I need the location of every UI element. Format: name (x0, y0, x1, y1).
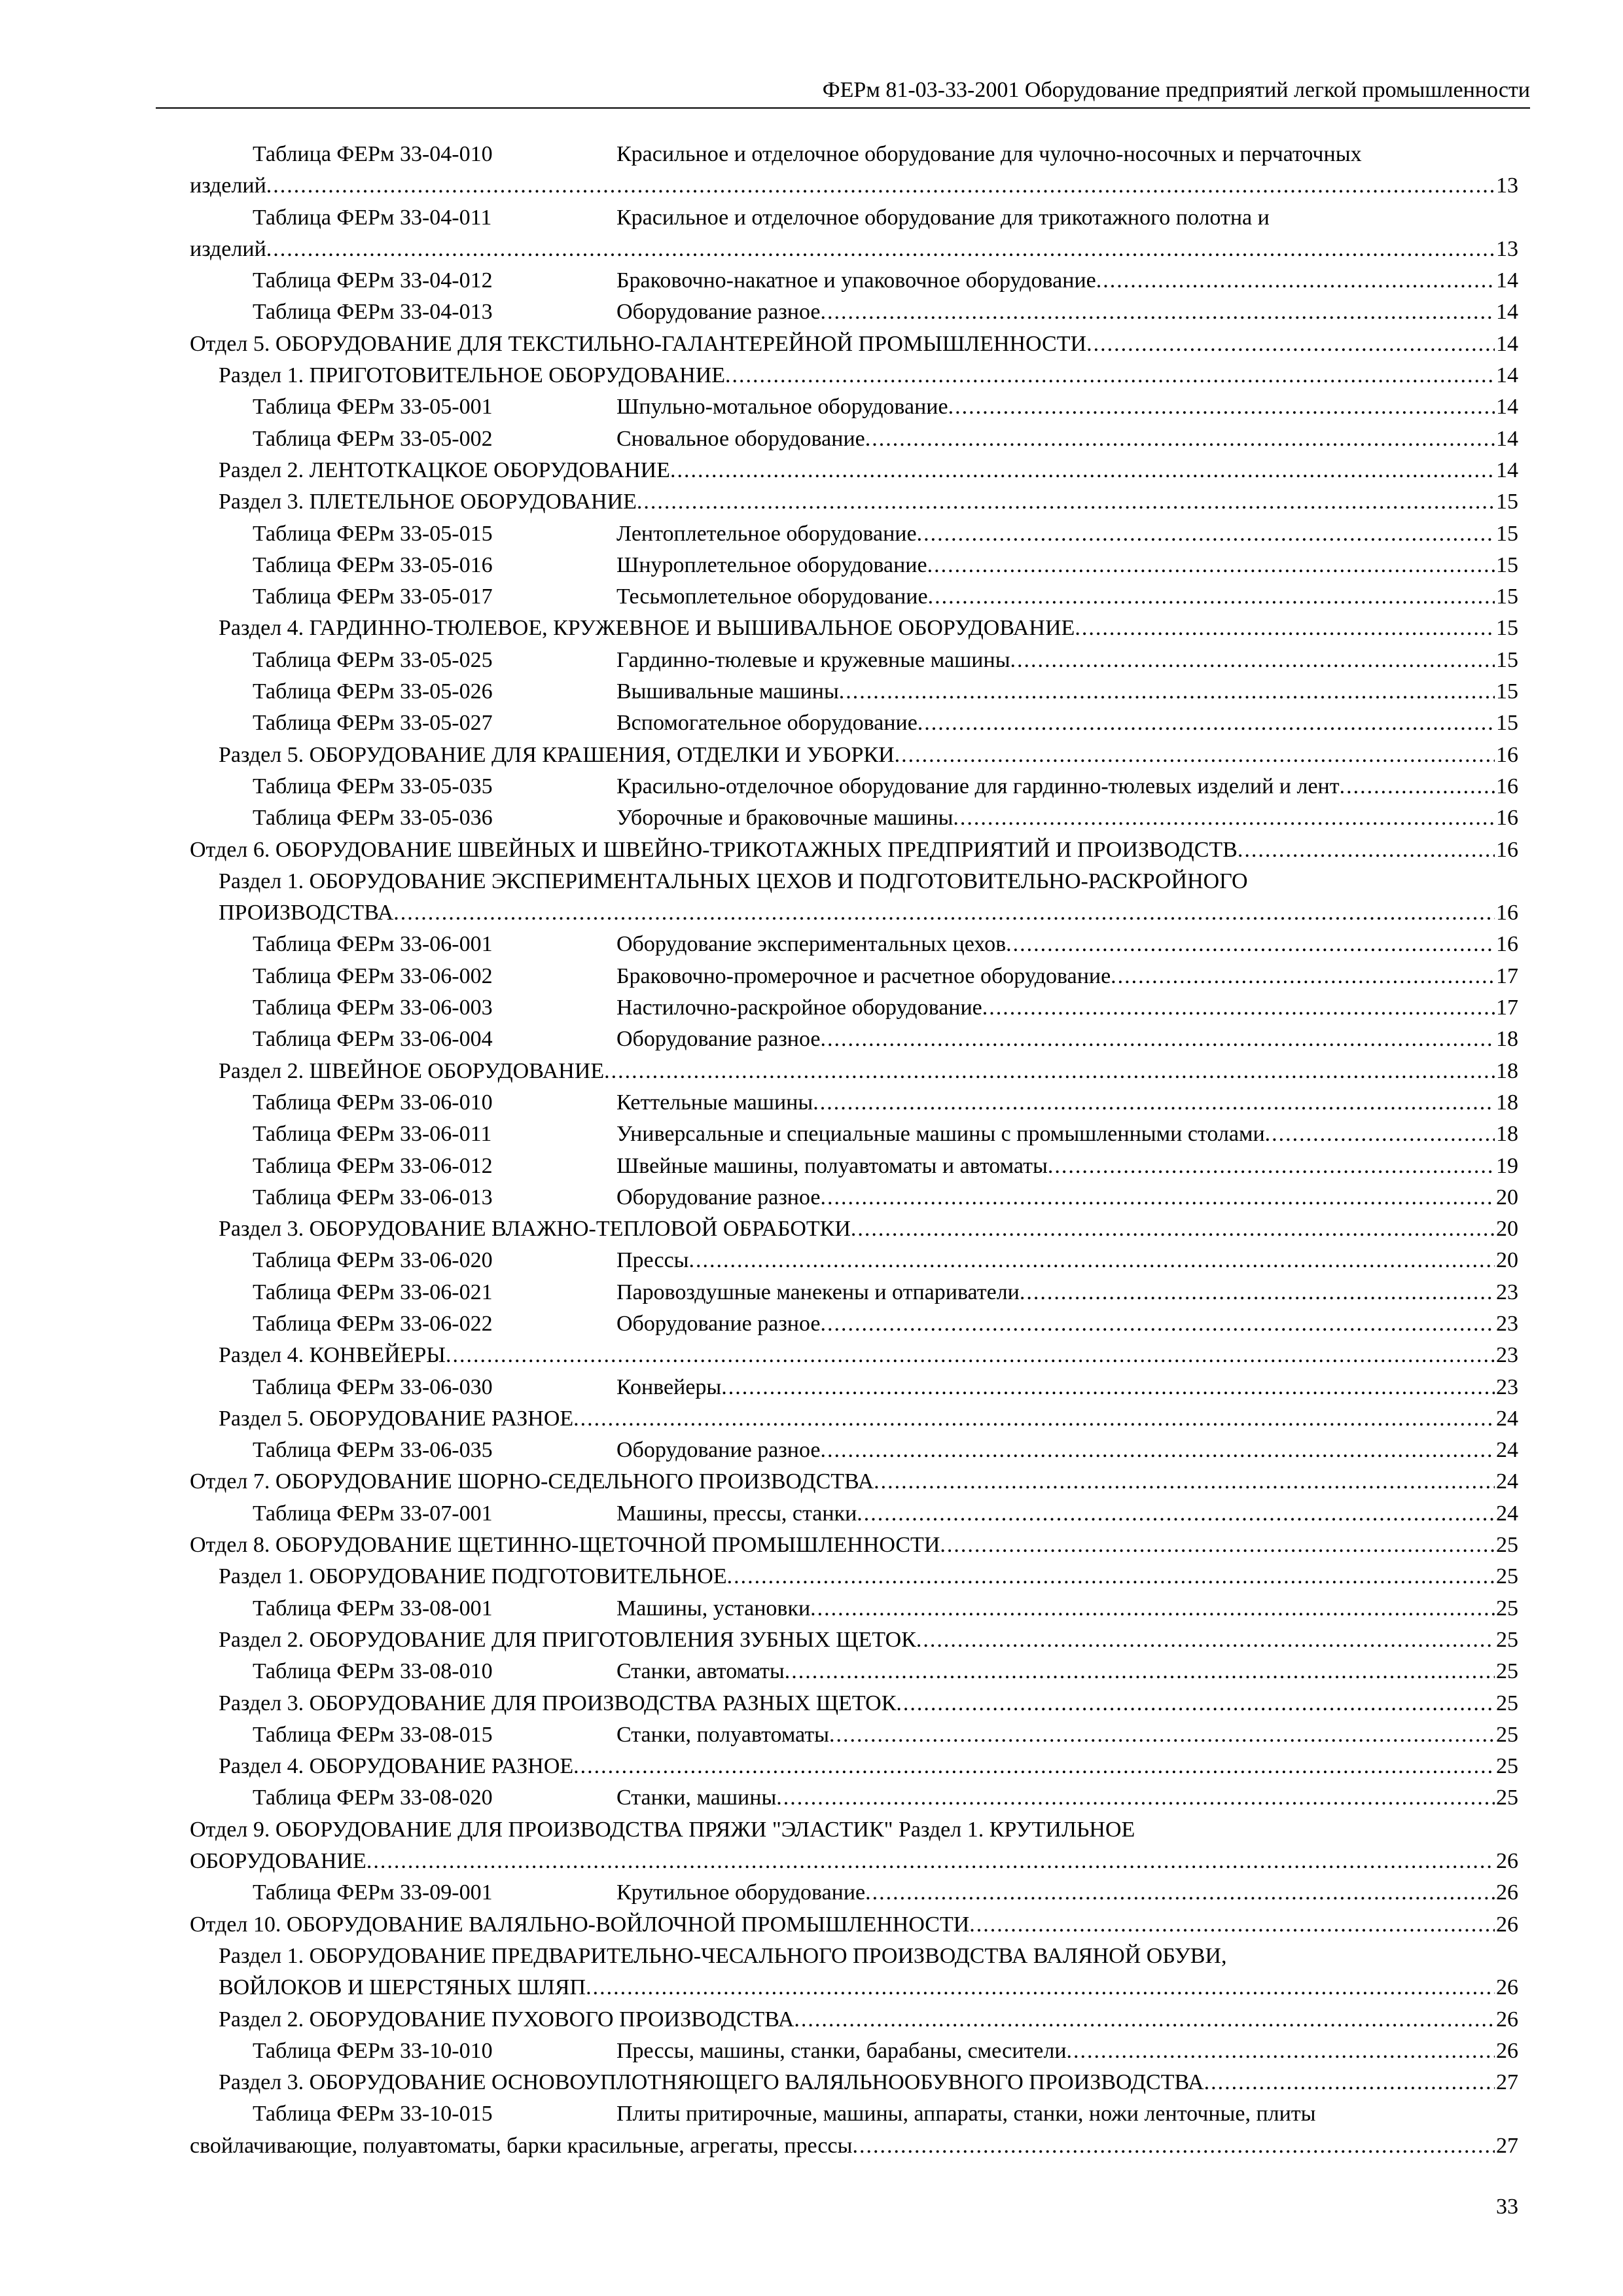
toc-entry-title-continued: свойлачивающие, полуавтоматы, барки красильные, агрегаты, прессы (190, 2133, 853, 2158)
toc-entry-title: Раздел 3. ОБОРУДОВАНИЕ ВЛАЖНО-ТЕПЛОВОЙ ОБРАБОТКИ (219, 1217, 851, 1242)
toc-table-entry[interactable] (190, 1877, 1518, 1909)
toc-table-code: Таблица ФЕРм 33-10-015 (253, 2102, 493, 2126)
toc-table-code: Таблица ФЕРм 33-10-010 (253, 2038, 493, 2063)
toc-dot-leader (865, 1877, 1495, 1909)
toc-page-number: 14 (1496, 331, 1518, 356)
toc-dot-leader (896, 1688, 1495, 1719)
toc-page-number: 23 (1496, 1374, 1518, 1399)
toc-table-entry[interactable] (190, 802, 1518, 834)
toc-table-entry[interactable] (190, 391, 1518, 423)
toc-entry-title: Раздел 3. ПЛЕТЕЛЬНОЕ ОБОРУДОВАНИЕ (219, 490, 637, 514)
toc-page-number: 15 (1496, 552, 1518, 577)
toc-table-code: Таблица ФЕРм 33-05-017 (253, 584, 493, 609)
toc-page-number: 15 (1496, 679, 1518, 704)
toc-page-number: 18 (1496, 1058, 1518, 1083)
toc-page-number: 20 (1496, 1217, 1518, 1242)
toc-entry-title: Раздел 2. ЛЕНТОТКАЦКОЕ ОБОРУДОВАНИЕ (219, 457, 670, 482)
toc-page-number: 20 (1496, 1185, 1518, 1210)
toc-page-number: 16 (1496, 837, 1518, 862)
toc-dot-leader (927, 550, 1495, 581)
toc-section-entry[interactable] (190, 1340, 1518, 1371)
toc-entry-title: Браковочно-промерочное и расчетное оборудование (616, 963, 1111, 988)
toc-page-number: 25 (1496, 1627, 1518, 1652)
toc-page-number: 20 (1496, 1248, 1518, 1273)
toc-dot-leader (1086, 329, 1495, 360)
toc-page-number: 19 (1496, 1153, 1518, 1178)
toc-section-entry[interactable] (190, 740, 1518, 771)
toc-entry-title: Красильное и отделочное оборудование для чулочно-носочных и перчаточных (616, 142, 1362, 166)
toc-entry-title: Отдел 6. ОБОРУДОВАНИЕ ШВЕЙНЫХ И ШВЕЙНО-ТРИКОТАЖНЫХ ПРЕДПРИЯТИЙ И ПРОИЗВОДСТВ (190, 837, 1238, 862)
toc-entry-title-continued: ОБОРУДОВАНИЕ (190, 1849, 366, 1874)
toc-dot-leader (393, 897, 1495, 929)
toc-dot-leader (266, 234, 1495, 265)
toc-entry-title: Машины, установки (616, 1596, 811, 1621)
toc-page-number: 24 (1496, 1501, 1518, 1526)
toc-table-entry[interactable] (190, 992, 1518, 1024)
toc-table-entry[interactable] (190, 1719, 1518, 1751)
toc-table-code: Таблица ФЕРм 33-05-027 (253, 711, 493, 736)
toc-section-entry[interactable] (190, 1624, 1518, 1656)
toc-entry-title: Красильное и отделочное оборудование для трикотажного полотна и (616, 205, 1270, 230)
toc-entry-title: Лентоплетельное оборудование (616, 521, 917, 546)
toc-table-entry[interactable] (190, 550, 1518, 581)
toc-table-entry[interactable] (190, 676, 1518, 708)
toc-dot-leader (725, 360, 1495, 391)
toc-table-code: Таблица ФЕРм 33-06-022 (253, 1311, 493, 1336)
page-number: 33 (1496, 2195, 1518, 2219)
toc-entry-title: Шпульно-мотальное оборудование (616, 395, 948, 420)
toc-table-entry[interactable] (190, 423, 1518, 455)
toc-page-number: 26 (1496, 1975, 1518, 2000)
toc-dot-leader (721, 1372, 1495, 1403)
toc-entry-title: Прессы, машины, станки, барабаны, смесители (616, 2038, 1067, 2063)
toc-page-number: 27 (1496, 2070, 1518, 2095)
toc-page-number: 15 (1496, 711, 1518, 736)
toc-dot-leader (573, 1403, 1495, 1435)
toc-entry-title: Отдел 7. ОБОРУДОВАНИЕ ШОРНО-СЕДЕЛЬНОГО ПРОИЗВОДСТВА (190, 1469, 874, 1494)
toc-table-code: Таблица ФЕРм 33-05-025 (253, 647, 493, 672)
toc-entry-title: Станки, автоматы (616, 1659, 785, 1684)
toc-page-number: 18 (1496, 1122, 1518, 1147)
toc-page-number: 17 (1496, 963, 1518, 988)
table-of-contents (190, 139, 1518, 2162)
toc-section-entry[interactable] (190, 1688, 1518, 1719)
toc-dot-leader (953, 802, 1495, 834)
toc-entry-title: Плиты притирочные, машины, аппараты, станки, ножи ленточные, плиты (616, 2102, 1316, 2126)
toc-entry-title: Браковочно-накатное и упаковочное оборудование (616, 268, 1096, 293)
toc-dot-leader (852, 2130, 1495, 2162)
toc-section-entry[interactable] (190, 455, 1518, 486)
toc-page-number: 24 (1496, 1438, 1518, 1463)
toc-entry-title: Раздел 4. ОБОРУДОВАНИЕ РАЗНОЕ (219, 1754, 574, 1779)
toc-entry-title: Уборочные и браковочные машины (616, 806, 954, 831)
toc-page-number: 15 (1496, 647, 1518, 672)
toc-entry-title: Отдел 8. ОБОРУДОВАНИЕ ЩЕТИННО-ЩЕТОЧНОЙ ПРОМЫШЛЕННОСТИ (190, 1533, 940, 1558)
toc-entry-title: Прессы (616, 1248, 689, 1273)
toc-section-entry[interactable] (190, 2067, 1518, 2098)
toc-page-number: 23 (1496, 1280, 1518, 1304)
toc-dot-leader (895, 740, 1495, 771)
toc-table-code: Таблица ФЕРм 33-06-011 (253, 1122, 492, 1147)
toc-table-entry[interactable] (190, 202, 1518, 266)
toc-page-number: 25 (1496, 1659, 1518, 1684)
toc-table-entry[interactable] (190, 2098, 1518, 2162)
toc-entry-title: Раздел 5. ОБОРУДОВАНИЕ РАЗНОЕ (219, 1406, 574, 1431)
toc-section-entry[interactable] (190, 486, 1518, 518)
toc-section-entry[interactable] (190, 1751, 1518, 1782)
toc-dot-leader (857, 1498, 1495, 1530)
toc-table-code: Таблица ФЕРм 33-08-010 (253, 1659, 493, 1684)
toc-table-code: Таблица ФЕРм 33-08-001 (253, 1596, 493, 1621)
toc-dot-leader (1204, 2067, 1495, 2098)
toc-dot-leader (948, 391, 1495, 423)
toc-dot-leader (604, 1056, 1495, 1087)
toc-dot-leader (670, 455, 1495, 486)
toc-table-code: Таблица ФЕРм 33-06-002 (253, 963, 493, 988)
toc-dot-leader (820, 1182, 1495, 1213)
toc-entry-title: Раздел 4. ГАРДИННО-ТЮЛЕВОЕ, КРУЖЕВНОЕ И ВЫШИВАЛЬНОЕ ОБОРУДОВАНИЕ (219, 616, 1075, 641)
toc-dot-leader (829, 1719, 1495, 1751)
toc-table-entry[interactable] (190, 1593, 1518, 1624)
toc-entry-title: Раздел 1. ОБОРУДОВАНИЕ ЭКСПЕРИМЕНТАЛЬНЫХ ЦЕХОВ И ПОДГОТОВИТЕЛЬНО-РАСКРОЙНОГО (219, 869, 1248, 893)
toc-division-entry[interactable] (190, 329, 1518, 360)
toc-page-number: 13 (1496, 236, 1518, 261)
toc-entry-title-continued: изделий (190, 236, 266, 261)
toc-dot-leader (1111, 961, 1495, 992)
toc-entry-title: Конвейеры (616, 1374, 722, 1399)
toc-dot-leader (1020, 1277, 1495, 1308)
toc-page-number: 14 (1496, 457, 1518, 482)
toc-table-code: Таблица ФЕРм 33-06-001 (253, 932, 493, 957)
toc-section-entry[interactable] (190, 1403, 1518, 1435)
toc-dot-leader (446, 1340, 1495, 1371)
toc-dot-leader (1067, 2036, 1495, 2067)
toc-table-entry[interactable] (190, 708, 1518, 739)
toc-section-entry[interactable] (190, 613, 1518, 644)
toc-page-number: 25 (1496, 1691, 1518, 1715)
toc-dot-leader (820, 1435, 1495, 1466)
toc-entry-title: Отдел 5. ОБОРУДОВАНИЕ ДЛЯ ТЕКСТИЛЬНО-ГАЛАНТЕРЕЙНОЙ ПРОМЫШЛЕННОСТИ (190, 331, 1087, 356)
toc-entry-title: Оборудование разное (616, 1185, 821, 1210)
toc-entry-title: Станки, машины (616, 1785, 777, 1810)
toc-entry-title: Раздел 2. ШВЕЙНОЕ ОБОРУДОВАНИЕ (219, 1058, 605, 1083)
toc-page-number: 14 (1496, 268, 1518, 293)
toc-dot-leader (1096, 265, 1495, 296)
toc-page-number: 25 (1496, 1564, 1518, 1589)
toc-dot-leader (776, 1782, 1495, 1814)
toc-dot-leader (820, 1308, 1495, 1340)
toc-page-number: 17 (1496, 996, 1518, 1020)
toc-dot-leader (785, 1656, 1495, 1687)
toc-entry-title: Отдел 9. ОБОРУДОВАНИЕ ДЛЯ ПРОИЗВОДСТВА ПРЯЖИ "ЭЛАСТИК" Раздел 1. КРУТИЛЬНОЕ (190, 1817, 1135, 1842)
toc-table-entry[interactable] (190, 1498, 1518, 1530)
toc-table-entry[interactable] (190, 929, 1518, 960)
toc-dot-leader (839, 676, 1495, 708)
toc-division-entry[interactable] (190, 1909, 1518, 1941)
toc-entry-title: Тесьмоплетельное оборудование (616, 584, 928, 609)
toc-entry-title: Оборудование экспериментальных цехов (616, 932, 1007, 957)
toc-table-entry[interactable] (190, 1277, 1518, 1308)
toc-table-code: Таблица ФЕРм 33-06-035 (253, 1438, 493, 1463)
toc-dot-leader (573, 1751, 1495, 1782)
toc-table-code: Таблица ФЕРм 33-08-020 (253, 1785, 493, 1810)
toc-table-code: Таблица ФЕРм 33-05-016 (253, 552, 493, 577)
toc-table-entry[interactable] (190, 139, 1518, 202)
toc-page-number: 16 (1496, 932, 1518, 957)
toc-table-code: Таблица ФЕРм 33-04-010 (253, 142, 493, 166)
toc-entry-title: Вспомогательное оборудование (616, 711, 918, 736)
toc-table-code: Таблица ФЕРм 33-04-011 (253, 205, 492, 230)
toc-entry-title: Оборудование разное (616, 300, 821, 325)
toc-entry-title: Швейные машины, полуавтоматы и автоматы (616, 1153, 1048, 1178)
toc-page-number: 25 (1496, 1754, 1518, 1779)
toc-page-number: 23 (1496, 1343, 1518, 1368)
toc-table-code: Таблица ФЕРм 33-06-012 (253, 1153, 493, 1178)
toc-dot-leader (916, 1624, 1495, 1656)
toc-page-number: 15 (1496, 490, 1518, 514)
toc-page-number: 24 (1496, 1469, 1518, 1494)
toc-table-code: Таблица ФЕРм 33-04-013 (253, 300, 493, 325)
toc-table-code: Таблица ФЕРм 33-06-004 (253, 1027, 493, 1052)
toc-page-number: 26 (1496, 2038, 1518, 2063)
toc-page-number: 24 (1496, 1406, 1518, 1431)
toc-dot-leader (874, 1466, 1495, 1498)
toc-page-number: 13 (1496, 173, 1518, 198)
toc-page-number: 15 (1496, 616, 1518, 641)
toc-entry-title-continued: ВОЙЛОКОВ И ШЕРСТЯНЫХ ШЛЯП (219, 1975, 586, 2000)
toc-dot-leader (689, 1245, 1495, 1276)
toc-section-entry[interactable] (190, 1941, 1518, 2004)
toc-page-number: 25 (1496, 1596, 1518, 1621)
toc-entry-title: Паровоздушные манекены и отпариватели (616, 1280, 1020, 1304)
toc-entry-title: Шнуроплетельное оборудование (616, 552, 927, 577)
toc-table-entry[interactable] (190, 581, 1518, 613)
toc-dot-leader (1006, 929, 1495, 960)
toc-dot-leader (820, 1024, 1495, 1055)
toc-entry-title: Оборудование разное (616, 1438, 821, 1463)
toc-dot-leader (1048, 1151, 1495, 1182)
toc-entry-title: Сновальное оборудование (616, 426, 865, 451)
toc-dot-leader (969, 1909, 1495, 1941)
toc-page-number: 14 (1496, 363, 1518, 388)
toc-entry-title: Раздел 2. ОБОРУДОВАНИЕ ДЛЯ ПРИГОТОВЛЕНИЯ ЗУБНЫХ ЩЕТОК (219, 1627, 916, 1652)
toc-table-code: Таблица ФЕРм 33-05-026 (253, 679, 493, 704)
toc-section-entry[interactable] (190, 1561, 1518, 1592)
toc-table-entry[interactable] (190, 1024, 1518, 1055)
toc-division-entry[interactable] (190, 1466, 1518, 1498)
toc-table-entry[interactable] (190, 1435, 1518, 1466)
toc-dot-leader (586, 1972, 1495, 2003)
toc-table-entry[interactable] (190, 1151, 1518, 1182)
toc-entry-title-continued: ПРОИЗВОДСТВА (219, 901, 394, 925)
toc-table-entry[interactable] (190, 645, 1518, 676)
toc-entry-title: Отдел 10. ОБОРУДОВАНИЕ ВАЛЯЛЬНО-ВОЙЛОЧНОЙ ПРОМЫШЛЕННОСТИ (190, 1912, 970, 1937)
toc-dot-leader (1238, 834, 1495, 866)
toc-entry-title: Раздел 1. ОБОРУДОВАНИЕ ПРЕДВАРИТЕЛЬНО-ЧЕСАЛЬНОГО ПРОИЗВОДСТВА ВАЛЯНОЙ ОБУВИ, (219, 1943, 1227, 1968)
toc-table-entry[interactable] (190, 1782, 1518, 1814)
toc-page-number: 18 (1496, 1090, 1518, 1115)
toc-dot-leader (918, 708, 1495, 739)
toc-division-entry[interactable] (190, 1530, 1518, 1561)
toc-table-code: Таблица ФЕРм 33-06-020 (253, 1248, 493, 1273)
toc-page-number: 16 (1496, 774, 1518, 798)
toc-table-code: Таблица ФЕРм 33-06-003 (253, 996, 493, 1020)
toc-page-number: 16 (1496, 806, 1518, 831)
toc-table-entry[interactable] (190, 1308, 1518, 1340)
toc-entry-title: Раздел 3. ОБОРУДОВАНИЕ ОСНОВОУПЛОТНЯЮЩЕГО ВАЛЯЛЬНООБУВНОГО ПРОИЗВОДСТВА (219, 2070, 1204, 2095)
toc-entry-title: Вышивальные машины (616, 679, 839, 704)
toc-page-number: 26 (1496, 1880, 1518, 1905)
toc-dot-leader (266, 170, 1495, 202)
toc-table-entry[interactable] (190, 2036, 1518, 2067)
toc-table-entry[interactable] (190, 1372, 1518, 1403)
toc-dot-leader (1075, 613, 1495, 644)
toc-dot-leader (865, 423, 1495, 455)
toc-dot-leader (928, 581, 1495, 613)
toc-page-number: 25 (1496, 1533, 1518, 1558)
toc-dot-leader (637, 486, 1495, 518)
toc-page-number: 16 (1496, 901, 1518, 925)
toc-table-code: Таблица ФЕРм 33-08-015 (253, 1722, 493, 1747)
toc-section-entry[interactable] (190, 1056, 1518, 1087)
toc-page-number: 25 (1496, 1785, 1518, 1810)
toc-table-code: Таблица ФЕРм 33-05-001 (253, 395, 493, 420)
toc-table-code: Таблица ФЕРм 33-05-035 (253, 774, 493, 798)
toc-dot-leader (982, 992, 1495, 1024)
toc-page-number: 15 (1496, 521, 1518, 546)
toc-dot-leader (1010, 645, 1495, 676)
toc-division-entry[interactable] (190, 834, 1518, 866)
toc-dot-leader (366, 1846, 1495, 1877)
toc-table-entry[interactable] (190, 518, 1518, 550)
toc-dot-leader (917, 518, 1495, 550)
toc-table-entry[interactable] (190, 265, 1518, 296)
toc-table-entry[interactable] (190, 1245, 1518, 1276)
toc-dot-leader (794, 2004, 1495, 2036)
toc-dot-leader (810, 1593, 1495, 1624)
toc-page-number: 23 (1496, 1311, 1518, 1336)
toc-division-entry[interactable] (190, 1814, 1518, 1878)
toc-entry-title: Раздел 1. ОБОРУДОВАНИЕ ПОДГОТОВИТЕЛЬНОЕ (219, 1564, 727, 1589)
toc-table-code: Таблица ФЕРм 33-04-012 (253, 268, 493, 293)
toc-entry-title: Машины, прессы, станки (616, 1501, 857, 1526)
toc-table-code: Таблица ФЕРм 33-09-001 (253, 1880, 493, 1905)
toc-table-code: Таблица ФЕРм 33-05-036 (253, 806, 493, 831)
toc-dot-leader (820, 296, 1495, 328)
running-header: ФЕРм 81-03-33-2001 Оборудование предприятий легкой промышленности (156, 76, 1530, 109)
toc-table-code: Таблица ФЕРм 33-06-030 (253, 1374, 493, 1399)
toc-dot-leader (1265, 1119, 1495, 1150)
toc-table-entry[interactable] (190, 1119, 1518, 1150)
toc-section-entry[interactable] (190, 360, 1518, 391)
toc-table-code: Таблица ФЕРм 33-07-001 (253, 1501, 493, 1526)
toc-table-code: Таблица ФЕРм 33-06-021 (253, 1280, 493, 1304)
toc-table-code: Таблица ФЕРм 33-05-015 (253, 521, 493, 546)
toc-page-number: 16 (1496, 742, 1518, 767)
toc-table-entry[interactable] (190, 1656, 1518, 1687)
toc-entry-title: Станки, полуавтоматы (616, 1722, 830, 1747)
toc-table-entry[interactable] (190, 771, 1518, 802)
toc-entry-title: Раздел 5. ОБОРУДОВАНИЕ ДЛЯ КРАШЕНИЯ, ОТДЕЛКИ И УБОРКИ (219, 742, 895, 767)
toc-page-number: 25 (1496, 1722, 1518, 1747)
toc-page-number: 26 (1496, 1849, 1518, 1874)
toc-table-entry[interactable] (190, 1087, 1518, 1119)
toc-entry-title-continued: изделий (190, 173, 266, 198)
toc-entry-title: Кеттельные машины (616, 1090, 813, 1115)
toc-section-entry[interactable] (190, 866, 1518, 929)
toc-dot-leader (727, 1561, 1495, 1592)
toc-table-entry[interactable] (190, 1182, 1518, 1213)
toc-entry-title: Оборудование разное (616, 1027, 821, 1052)
toc-page-number: 18 (1496, 1027, 1518, 1052)
toc-section-entry[interactable] (190, 2004, 1518, 2036)
toc-entry-title: Гардинно-тюлевые и кружевные машины (616, 647, 1010, 672)
toc-entry-title: Раздел 3. ОБОРУДОВАНИЕ ДЛЯ ПРОИЗВОДСТВА РАЗНЫХ ЩЕТОК (219, 1691, 897, 1715)
toc-dot-leader (813, 1087, 1495, 1119)
toc-table-code: Таблица ФЕРм 33-06-010 (253, 1090, 493, 1115)
toc-entry-title: Раздел 2. ОБОРУДОВАНИЕ ПУХОВОГО ПРОИЗВОДСТВА (219, 2007, 794, 2032)
toc-table-code: Таблица ФЕРм 33-06-013 (253, 1185, 493, 1210)
toc-entry-title: Универсальные и специальные машины с промышленными столами (616, 1122, 1265, 1147)
toc-page-number: 26 (1496, 2007, 1518, 2032)
toc-dot-leader (1340, 771, 1495, 802)
toc-page-number: 14 (1496, 426, 1518, 451)
toc-entry-title: Крутильное оборудование (616, 1880, 866, 1905)
toc-page-number: 14 (1496, 395, 1518, 420)
toc-page-number: 15 (1496, 584, 1518, 609)
toc-entry-title: Красильно-отделочное оборудование для гардинно-тюлевых изделий и лент (616, 774, 1340, 798)
toc-section-entry[interactable] (190, 1213, 1518, 1245)
toc-page-number: 14 (1496, 300, 1518, 325)
toc-page-number: 27 (1496, 2133, 1518, 2158)
toc-table-code: Таблица ФЕРм 33-05-002 (253, 426, 493, 451)
toc-dot-leader (940, 1530, 1495, 1561)
toc-entry-title: Оборудование разное (616, 1311, 821, 1336)
toc-entry-title: Раздел 1. ПРИГОТОВИТЕЛЬНОЕ ОБОРУДОВАНИЕ (219, 363, 726, 388)
toc-dot-leader (851, 1213, 1495, 1245)
toc-entry-title: Раздел 4. КОНВЕЙЕРЫ (219, 1343, 446, 1368)
toc-entry-title: Настилочно-раскройное оборудование (616, 996, 982, 1020)
toc-table-entry[interactable] (190, 296, 1518, 328)
toc-table-entry[interactable] (190, 961, 1518, 992)
toc-page-number: 26 (1496, 1912, 1518, 1937)
